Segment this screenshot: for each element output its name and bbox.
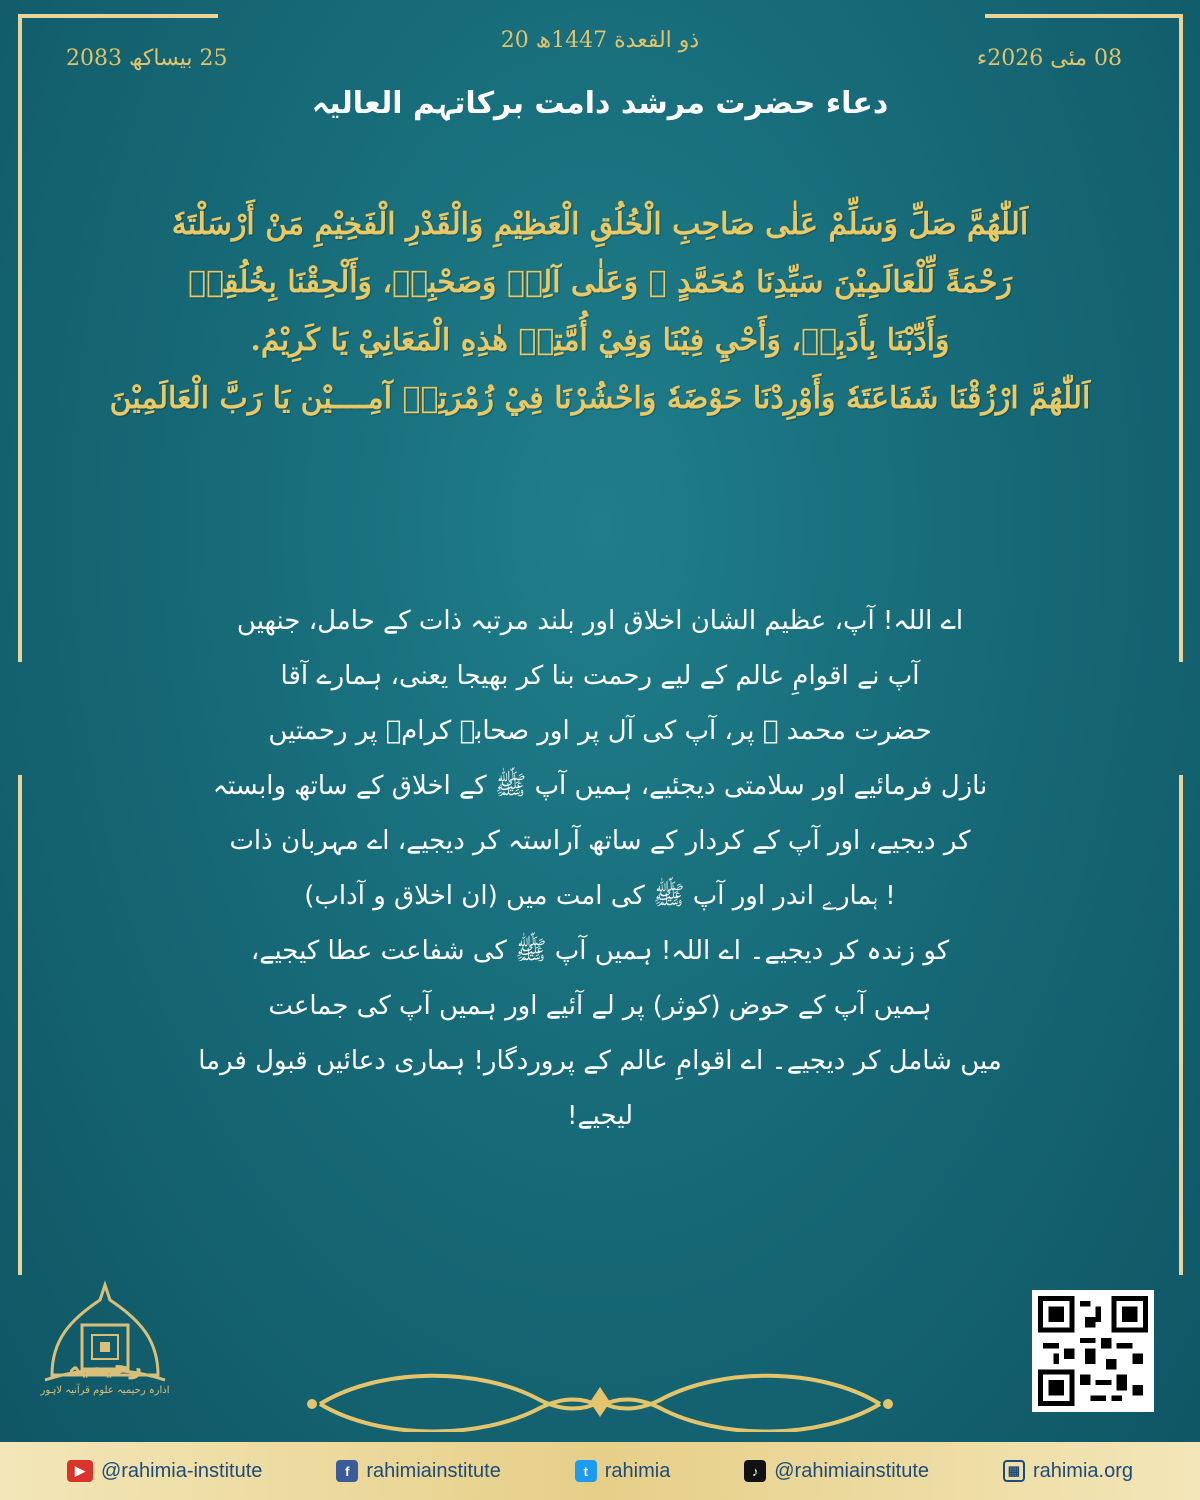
website-icon: ▦ <box>1003 1460 1025 1482</box>
urdu-line: کر دیجیے، اور آپ کے کردار کے ساتھ آراستہ کر دیجیے، اے مہربان ذات <box>229 826 971 856</box>
gregorian-date: 08 مئی 2026ء <box>976 46 1122 71</box>
urdu-translation <box>150 594 1050 1144</box>
urdu-line: ہمیں آپ کے حوض (کوثر) پر لے آئیے اور ہمیں آپ کی جماعت <box>268 991 932 1021</box>
urdu-line: میں شامل کر دیجیے۔ اے اقوامِ عالم کے پروردگار! ہماری دعائیں قبول فرما <box>198 1046 1002 1076</box>
arabic-line: رَحْمَةً لِّلْعَالَمِيْنَ سَيِّدِنَا مُحَمَّدٍ ﷺ وَعَلٰى آلِهٖ وَصَحْبِهٖ، وَأَلْحِقْنَا بِخُلُقِهٖ <box>188 265 1012 300</box>
twitter-icon: t <box>575 1460 597 1482</box>
tiktok-icon: ♪ <box>744 1460 766 1482</box>
ornament-divider-icon <box>300 1372 900 1432</box>
youtube-handle: @rahimia-institute <box>100 1459 263 1482</box>
website-link[interactable] <box>1003 1460 1133 1483</box>
hijri-date: 20 ذو القعدة 1447ھ <box>500 28 700 53</box>
logo-name: رحیمیہ <box>67 1355 143 1380</box>
frame-left-lower-line <box>18 775 22 1275</box>
frame-right-lower-line <box>1179 775 1183 1275</box>
tiktok-link[interactable] <box>744 1460 929 1483</box>
urdu-line: نازل فرمائیے اور سلامتی دیجئیے، ہمیں آپ ﷺ کے اخلاق کے ساتھ وابستہ <box>212 771 988 801</box>
youtube-link[interactable] <box>67 1460 262 1483</box>
urdu-line: اے اللہ! آپ، عظیم الشان اخلاق اور بلند مرتبہ ذات کے حامل، جنھیں <box>236 606 964 636</box>
frame-top-left-line <box>18 14 218 18</box>
arabic-line: وَأَدِّبْنَا بِأَدَبِهٖ، وَأَحْيِ فِيْنَا وَفِيْ أُمَّتِهٖ هٰذِهِ الْمَعَانِيْ يَا كَرِيْمُ. <box>250 323 950 358</box>
facebook-link[interactable] <box>336 1460 501 1483</box>
arabic-dua <box>90 196 1110 428</box>
urdu-line: حضرت محمد ﷺ پر، آپ کی آل پر اور صحابہ کرامؓ پر رحمتیں <box>268 716 932 746</box>
urdu-line: کو زندہ کر دیجیے۔ اے اللہ! ہمیں آپ ﷺ کی شفاعت عطا کیجیے، <box>250 936 950 966</box>
urdu-line: آپ نے اقوامِ عالم کے لیے رحمت بنا کر بھیجا یعنی، ہمارے آقا <box>280 661 920 691</box>
footer-social-bar <box>0 1442 1200 1500</box>
twitter-link[interactable] <box>575 1460 671 1483</box>
bikrami-date: 25 بیساکھ 2083 <box>66 46 228 71</box>
arabic-line: اَللّٰهُمَّ صَلِّ وَسَلِّمْ عَلٰى صَاحِبِ الْخُلُقِ الْعَظِيْمِ وَالْقَدْرِ الْفَخِيْمِ مَنْ أَرْسَلْتَهٗ <box>171 207 1029 242</box>
page-title: دعاء حضرت مرشد دامت برکاتہم العالیہ <box>311 86 889 121</box>
facebook-icon: f <box>336 1460 358 1482</box>
youtube-icon: ▶ <box>67 1460 93 1482</box>
arabic-line: اَللّٰهُمَّ ارْزُقْنَا شَفَاعَتَهٗ وَأَوْرِدْنَا حَوْضَهٗ وَاحْشُرْنَا فِيْ زُمْرَتِهٖ آمِــــيْن يَا رَبَّ الْعَالَمِيْنَ <box>109 381 1091 416</box>
facebook-handle: rahimiainstitute <box>366 1459 501 1482</box>
urdu-line: لیجیے! <box>566 1101 634 1131</box>
frame-top-right-line <box>985 14 1183 18</box>
website-url: rahimia.org <box>1032 1459 1133 1482</box>
logo-subtitle: ادارہ رحیمیہ علوم قرآنیہ لاہور <box>40 1385 170 1396</box>
tiktok-handle: @rahimiainstitute <box>774 1459 930 1482</box>
twitter-handle: rahimia <box>604 1459 671 1482</box>
urdu-line: ! ہمارے اندر اور آپ ﷺ کی امت میں (ان اخلاق و آداب) <box>304 881 896 911</box>
qr-code[interactable] <box>1032 1290 1154 1412</box>
